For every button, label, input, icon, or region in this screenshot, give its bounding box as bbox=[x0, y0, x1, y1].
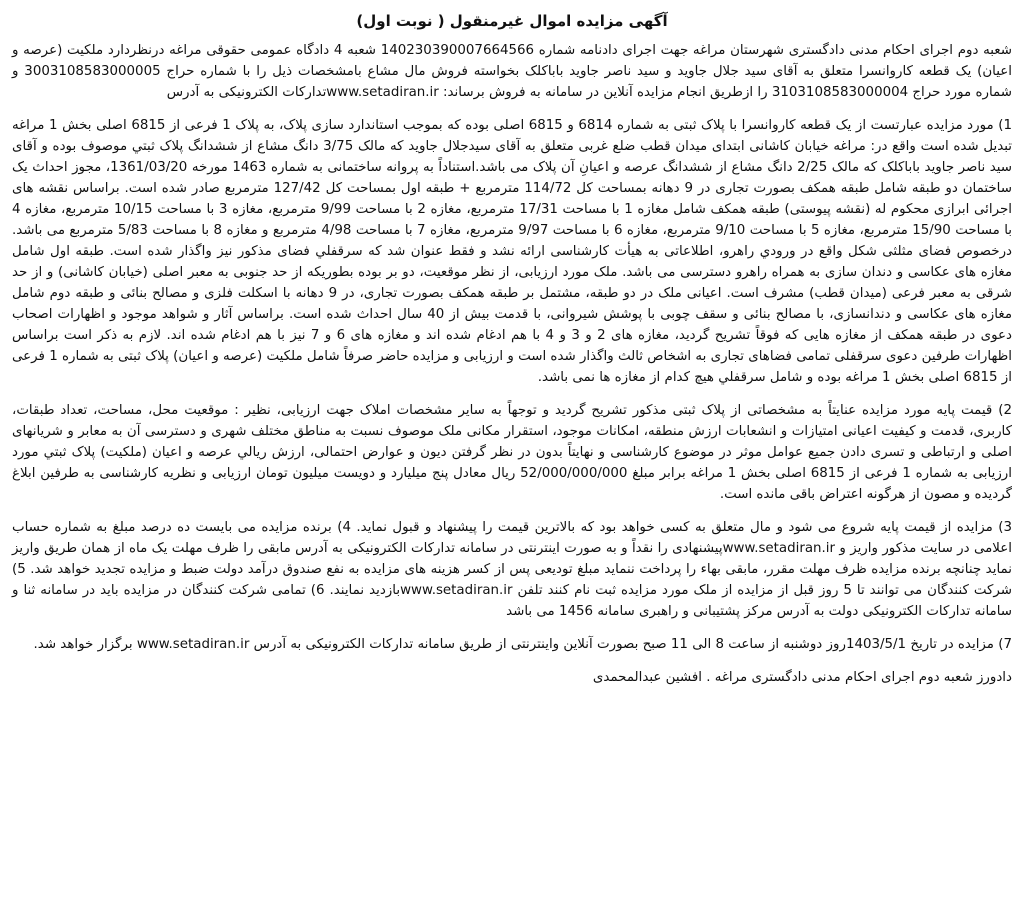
base-price-paragraph: 2) قیمت پایه مورد مزایده عنایتاً به مشخصاتی از پلاک ثبتی مذکور تشریح گردید و توجهاً به سایر مشخصات املاک جهت ارزیابی، نظیر : موقعیت محل، مساحت، تعداد طبقات، کاربری، قدمت و کیفیت اعیانی امتیازات و انشعابات ارزش منطقه، امکانات موجود، استقرار مکانی ملک موصوف نسبت به مناطق مختلف شهری و دسترسی آن به معابر و شریانهای اصلی و ارتباطی و تسری دادن جمیع عوامل موثر در موضوع کارشناسی و نهایتاً بدون در نظر گرفتن دیون و عوارض احتمالی، ارزش ریالي عرصه و اعیان (ملکیت) پلاک ثبتي مورد ارزیابی به شماره 1 فرعی از 6815 اصلی بخش 1 مراغه برابر مبلغ 52/000/000/000 ریال معادل پنج میلیارد و دویست میلیون تومان ارزیابی و نظریه کارشناسی به طرفین ابلاغ گردیده و مصون از هرگونه اعتراض باقی مانده است. bbox=[12, 403, 1012, 502]
watermark: ​ bbox=[517, 331, 523, 403]
auction-date-paragraph: 7) مزایده در تاریخ 1403/5/1روز دوشنبه از ساعت 8 الی 11 صبح بصورت آنلاین واینترنتی از طریق سامانه تدارکات الکترونیکی به آدرس www.setadiran.ir برگزار خواهد شد. bbox=[33, 637, 1012, 652]
terms-paragraph: 3) مزایده از قیمت پایه شروع می شود و مال متعلق به کسی خواهد بود که بالاترین قیمت را پیشنهاد و قبول نماید. 4) برنده مزایده می بایست ده درصد مبلغ به شماره حساب اعلامی در سایت مذکور واریز و www.setadiran.irپیشنهادی را نقداً و به صورت اینترنتی در سامانه تدارکات الکترونیکی به آدرس مابقی را ظرف مهلت یک ماه از همان طریق واریز نماید چنانچه برنده مزایده ظرف مهلت مقرر، مابقی بهاء را پرداخت ننماید مبلغ تودیعی پس از کسر هزینه های مزایده به نفع صندوق درآمد دولت ضبط و مزایده تجدید خواهد شد. 5) شرکت کنندگان می توانند تا 5 روز قبل از مزایده از ملک مورد مزایده ثبت نام کنند تلفن www.setadiran.irبازدید نمایند. 6) تمامی شرکت کنندگان در مزایده باید در سامانه ثنا و سامانه تدارکات الکترونیکی دولت به آدرس مرکز پشتیبانی و راهبری سامانه 1456 می باشد bbox=[12, 520, 1012, 619]
property-description-paragraph: 1) مورد مزایده عبارتست از یک قطعه کاروانسرا با پلاک ثبتی به شماره 6814 و 6815 اصلی بوده که بموجب استاندارد سازی پلاک، به پلاک 1 فرعی از 6815 اصلی بخش 1 مراغه تبدیل شده است واقع در: مراغه خیابان کاشانی ابتدای میدان قطب ضلع غربی متعلق به آقای سیدجلال جاوید که مالک 3/75 دانگ مشاع از ششدانگ پلاک ثبتي موصوف بوده و آقای سید ناصر جاوید باباکلک که مالک 2/25 دانگ مشاع از ششدانگ عرصه و اعيانِ آن پلاک می باشد.استناداً به پروانه ساختمانی به شماره 1463 مورخه 1361/03/20، مجوز احداث یک ساختمان دو طبقه شامل طبقه همکف بصورت تجاری در 9 دهانه بمساحت کل 114/72 مترمربع + طبقه اول بمساحت کل 127/42 مترمربع صادر شده است. براساس نقشه های اجرائی ابرازی محکوم له (نقشه پیوستی) طبقه همکف شامل مغازه 1 با مساحت 17/31 مترمربع، مغازه 2 با مساحت 9/99 مترمربع، مغازه 3 با مساحت 10/15 مترمربع، مغازه 4 با مساحت 15/90 مترمربع، مغازه 5 با مساحت 9/10 مترمربع، مغازه 6 با مساحت 9/97 مترمربع، مغازه 7 با مساحت 4/98 مترمربع و مغازه 8 با مساحت 5/83 مترمربع می باشد. درخصوص فضای مثلثی شکل واقع در ورودي راهرو، اطلاعاتی به هیأت کارشناسی ارائه نشد و فقط عنوان شد که سرقفلي فضای مذکور نیز واگذار شده است. طبقه اول شامل مغازه های عکاسی و دندان سازی به همراه راهرو دسترسی می باشد. ملک مورد ارزیابی، از نظر موقعیت، دو بر بوده بطوریکه از حد جنوبی به معبر اصلی (خیابان کاشانی) و از حد شرقی به معبر فرعی (میدان قطب) مشرف است. اعیانی ملک در دو طبقه، مشتمل بر طبقه همکف بصورت تجاری، در 9 دهانه با اسکلت فلزی و مصالح بنائی و طبقه دوم شامل مغازه های عکاسی و دندانسازی، با مصالح بنائی و سقف چوبی با پوشش شیروانی، با قدمت بیش از 40 سال احداث شده است. براساس آثار و شواهد موجود و اظهارات اصحاب دعوی در طبقه همکف از مغازه هایی که فوقاً تشریح گردید، مغازه های 2 و 3 و 4 با هم ادغام شده اند و مغازه های 6 و 7 نیز با هم ادغام شده اند. لازم به ذکر است براساس اظهارات طرفین دعوی سرقفلی تمامی فضاهای تجاری به اشخاص ثالث واگذار شده است و ارزیابی و مزایده حاضر صرفاً شامل ملکیت (عرصه و اعیان) پلاک ثبتی به شماره 1 فرعی از 6815 اصلی بخش 1 مراغه بوده و شامل سرقفلي هیچ کدام از مغازه ها نمی باشد. bbox=[12, 118, 1013, 385]
intro-paragraph: شعبه دوم اجرای احکام مدنی دادگستری شهرستان مراغه جهت اجرای دادنامه شماره 140230390007664566 شعبه 4 دادگاه عمومی حقوقی مراغه درنظردارد ملکیت (عرصه و اعیان) یک قطعه کاروانسرا متعلق به آقای سید جلال جاوید و سید ناصر جاوید باباکلک بخواسته فروش مال مشاع بامشخصات ذیل را با شماره حراج 3003108583000005 و شماره مورد حراج 3103108583000004 را ازطریق انجام مزایده آنلاین در سامانه به فروش برساند: www.setadiran.irتدارکات الکترونیکی به آدرس bbox=[12, 43, 1012, 100]
notice-title: آگهی مزایده اموال غیرمنقول ( نوبت اول) bbox=[356, 12, 668, 30]
signature-line: دادورز شعبه دوم اجرای احکام مدنی دادگستری مراغه . افشین عبدالمحمدی bbox=[592, 670, 1012, 685]
